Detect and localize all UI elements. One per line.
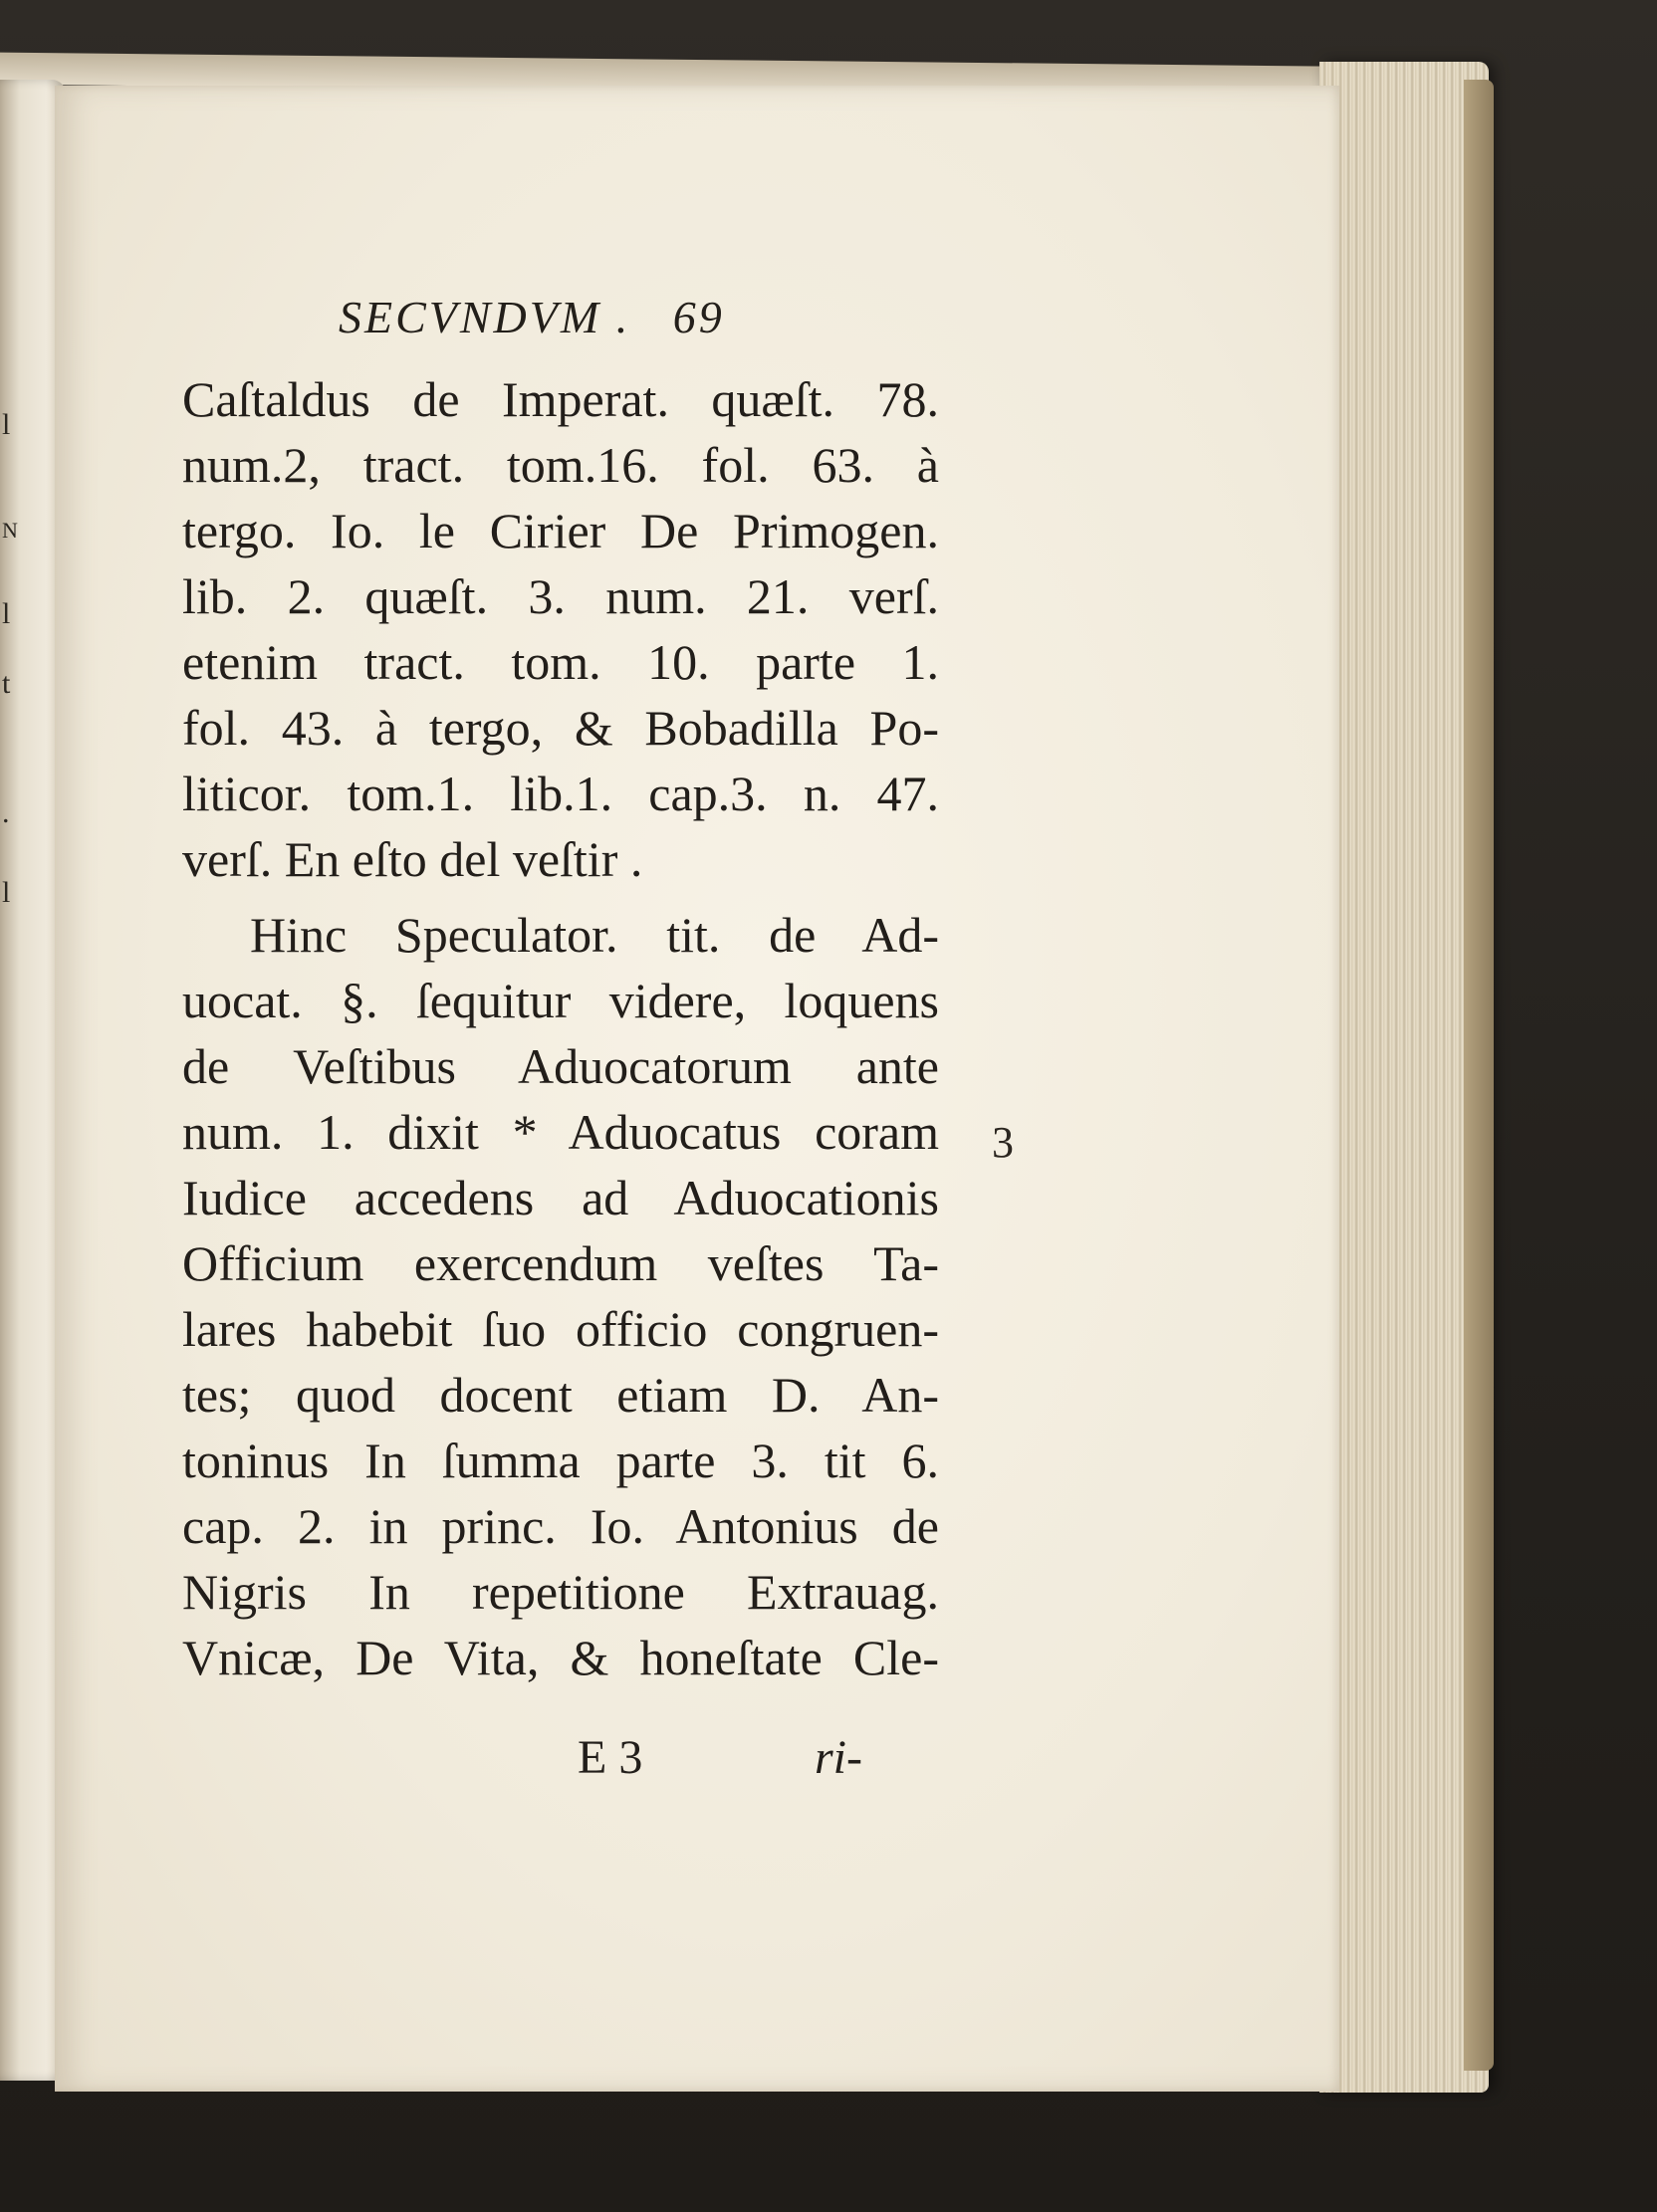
running-head-title: SECVNDVM . (339, 292, 631, 342)
text-line: cap. 2. in princ. Io. Antonius de (182, 1498, 939, 1554)
text-line: verſ. En eſto del veſtir . (182, 831, 643, 887)
text-line: tes; quod docent etiam D. An- (182, 1367, 939, 1423)
text-line: toninus In ſumma parte 3. tit 6. (182, 1433, 939, 1488)
text-line: etenim tract. tom. 10. parte 1. (182, 634, 939, 690)
text-line: de Veſtibus Aduocatorum ante (182, 1038, 939, 1094)
text-line: uocat. §. ſequitur videre, loquens (182, 973, 939, 1028)
signature-mark: E 3 (578, 1731, 643, 1784)
page-number: 69 (672, 292, 725, 342)
running-head (339, 291, 856, 360)
left-page-fragment: t (2, 667, 11, 700)
text-line: num.2, tract. tom.16. fol. 63. à (182, 437, 939, 493)
text-line: lares habebit ſuo officio congruen- (182, 1301, 939, 1357)
text-line: tergo. Io. le Cirier De Primogen. (182, 503, 939, 558)
text-line: Caſtaldus de Imperat. quæſt. 78. (182, 371, 939, 427)
text-line: Hinc Speculator. tit. de Ad- (250, 907, 939, 963)
margin-note: 3 (992, 1118, 1014, 1167)
catchword: ri- (815, 1731, 862, 1784)
text-line: Nigris In repetitione Extrauag. (182, 1564, 939, 1620)
book-cover-edge (1464, 80, 1494, 2071)
left-page-fragment: N (2, 518, 18, 543)
left-page-fragment: l (2, 876, 11, 909)
left-page-fragment: . (2, 796, 10, 829)
text-line: liticor. tom.1. lib.1. cap.3. n. 47. (182, 766, 939, 821)
text-line: lib. 2. quæſt. 3. num. 21. verſ. (182, 568, 939, 624)
text-line: Officium exercendum veſtes Ta- (182, 1235, 939, 1291)
text-line: num. 1. dixit * Aduocatus coram (182, 1104, 939, 1160)
text-line: fol. 43. à tergo, & Bobadilla Po- (182, 700, 939, 756)
text-line: Vnicæ, De Vita, & honeſtate Cle- (182, 1630, 939, 1685)
left-page-fragment: l (2, 597, 11, 630)
left-page-fragment: l (2, 408, 11, 441)
text-line: Iudice accedens ad Aduocationis (182, 1170, 939, 1225)
